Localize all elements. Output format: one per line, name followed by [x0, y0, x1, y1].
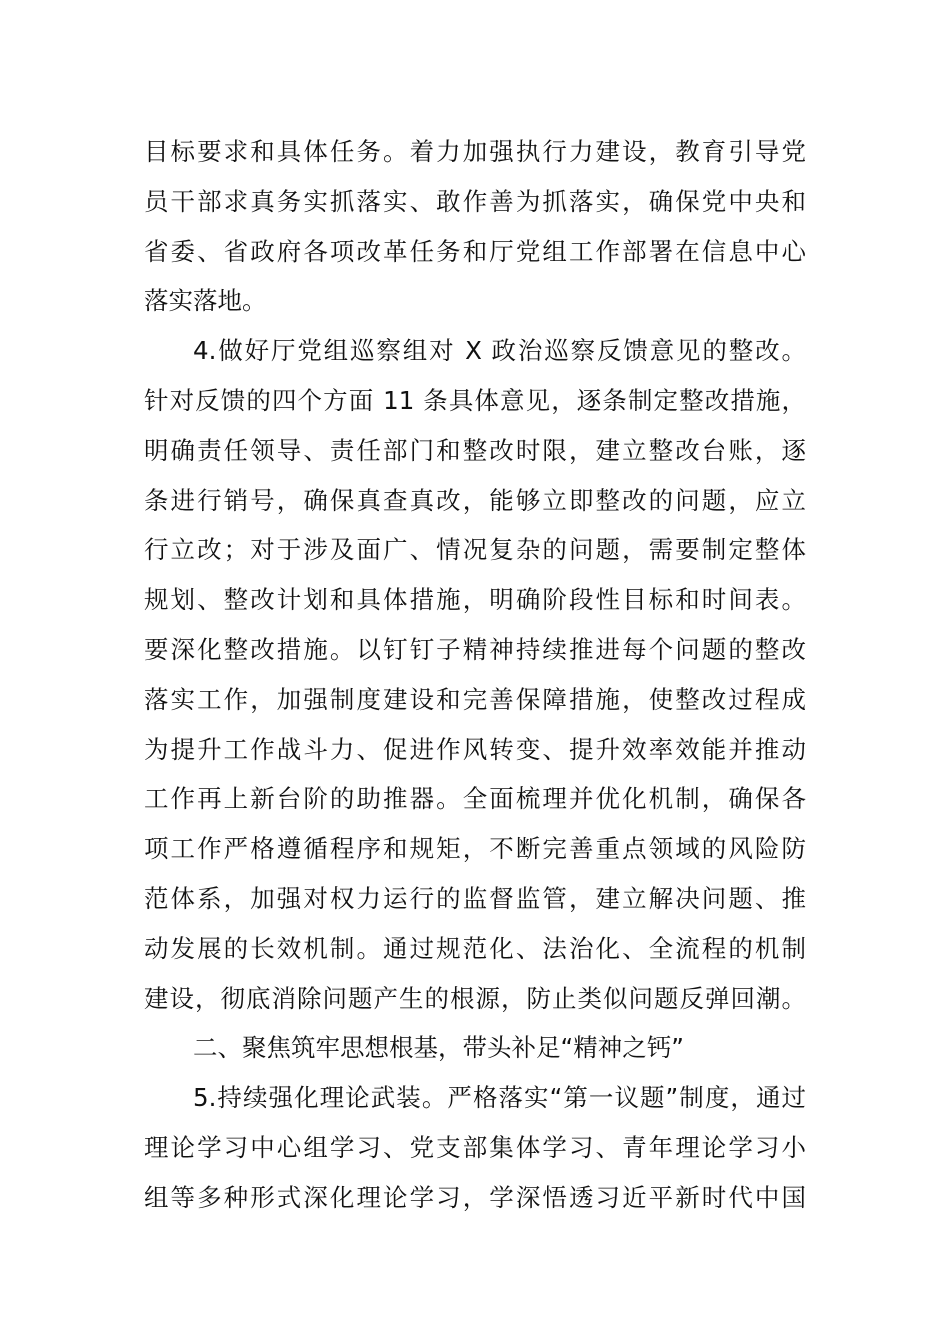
text-line: 理论学习中心组学习、党支部集体学习、青年理论学习小 — [144, 1132, 806, 1162]
text-line: 明确责任领导、责任部门和整改时限，建立整改台账，逐 — [144, 435, 806, 465]
text-line: 建设，彻底消除问题产生的根源，防止类似问题反弹回潮。 — [144, 983, 806, 1013]
text-line: 项工作严格遵循程序和规矩，不断完善重点领域的风险防 — [144, 834, 806, 864]
text-line: 针对反馈的四个方面 11 条具体意见，逐条制定整改措施， — [144, 385, 806, 415]
text-line: 省委、省政府各项改革任务和厅党组工作部署在信息中心 — [144, 236, 806, 266]
text-line: 规划、整改计划和具体措施，明确阶段性目标和时间表。 — [144, 585, 806, 615]
text-line: 员干部求真务实抓落实、敢作善为抓落实，确保党中央和 — [144, 186, 806, 216]
text-line: 范体系，加强对权力运行的监督监管，建立解决问题、推 — [144, 883, 806, 913]
text-line: 组等多种形式深化理论学习，学深悟透习近平新时代中国 — [144, 1182, 806, 1212]
document-body — [144, 127, 806, 1223]
text-line: 目标要求和具体任务。着力加强执行力建设，教育引导党 — [144, 137, 806, 166]
text-line: 落实工作，加强制度建设和完善保障措施，使整改过程成 — [144, 684, 806, 714]
text-line: 行立改；对于涉及面广、情况复杂的问题，需要制定整体 — [144, 535, 806, 565]
paragraph-heading-4: 4.做好厅党组巡察组对 X 政治巡察反馈意见的整改。 — [193, 336, 806, 366]
text-line: 要深化整改措施。以钉钉子精神持续推进每个问题的整改 — [144, 634, 806, 664]
paragraph-heading-5: 5.持续强化理论武装。严格落实“第一议题”制度，通过 — [193, 1083, 806, 1113]
text-line: 条进行销号，确保真查真改，能够立即整改的问题，应立 — [144, 485, 806, 515]
text-line: 落实落地。 — [144, 286, 267, 316]
text-line: 动发展的长效机制。通过规范化、法治化、全流程的机制 — [144, 933, 806, 963]
section-heading: 二、聚焦筑牢思想根基，带头补足“精神之钙” — [193, 1033, 684, 1063]
text-line: 为提升工作战斗力、促进作风转变、提升效率效能并推动 — [144, 734, 806, 764]
text-line: 工作再上新台阶的助推器。全面梳理并优化机制，确保各 — [144, 784, 806, 814]
